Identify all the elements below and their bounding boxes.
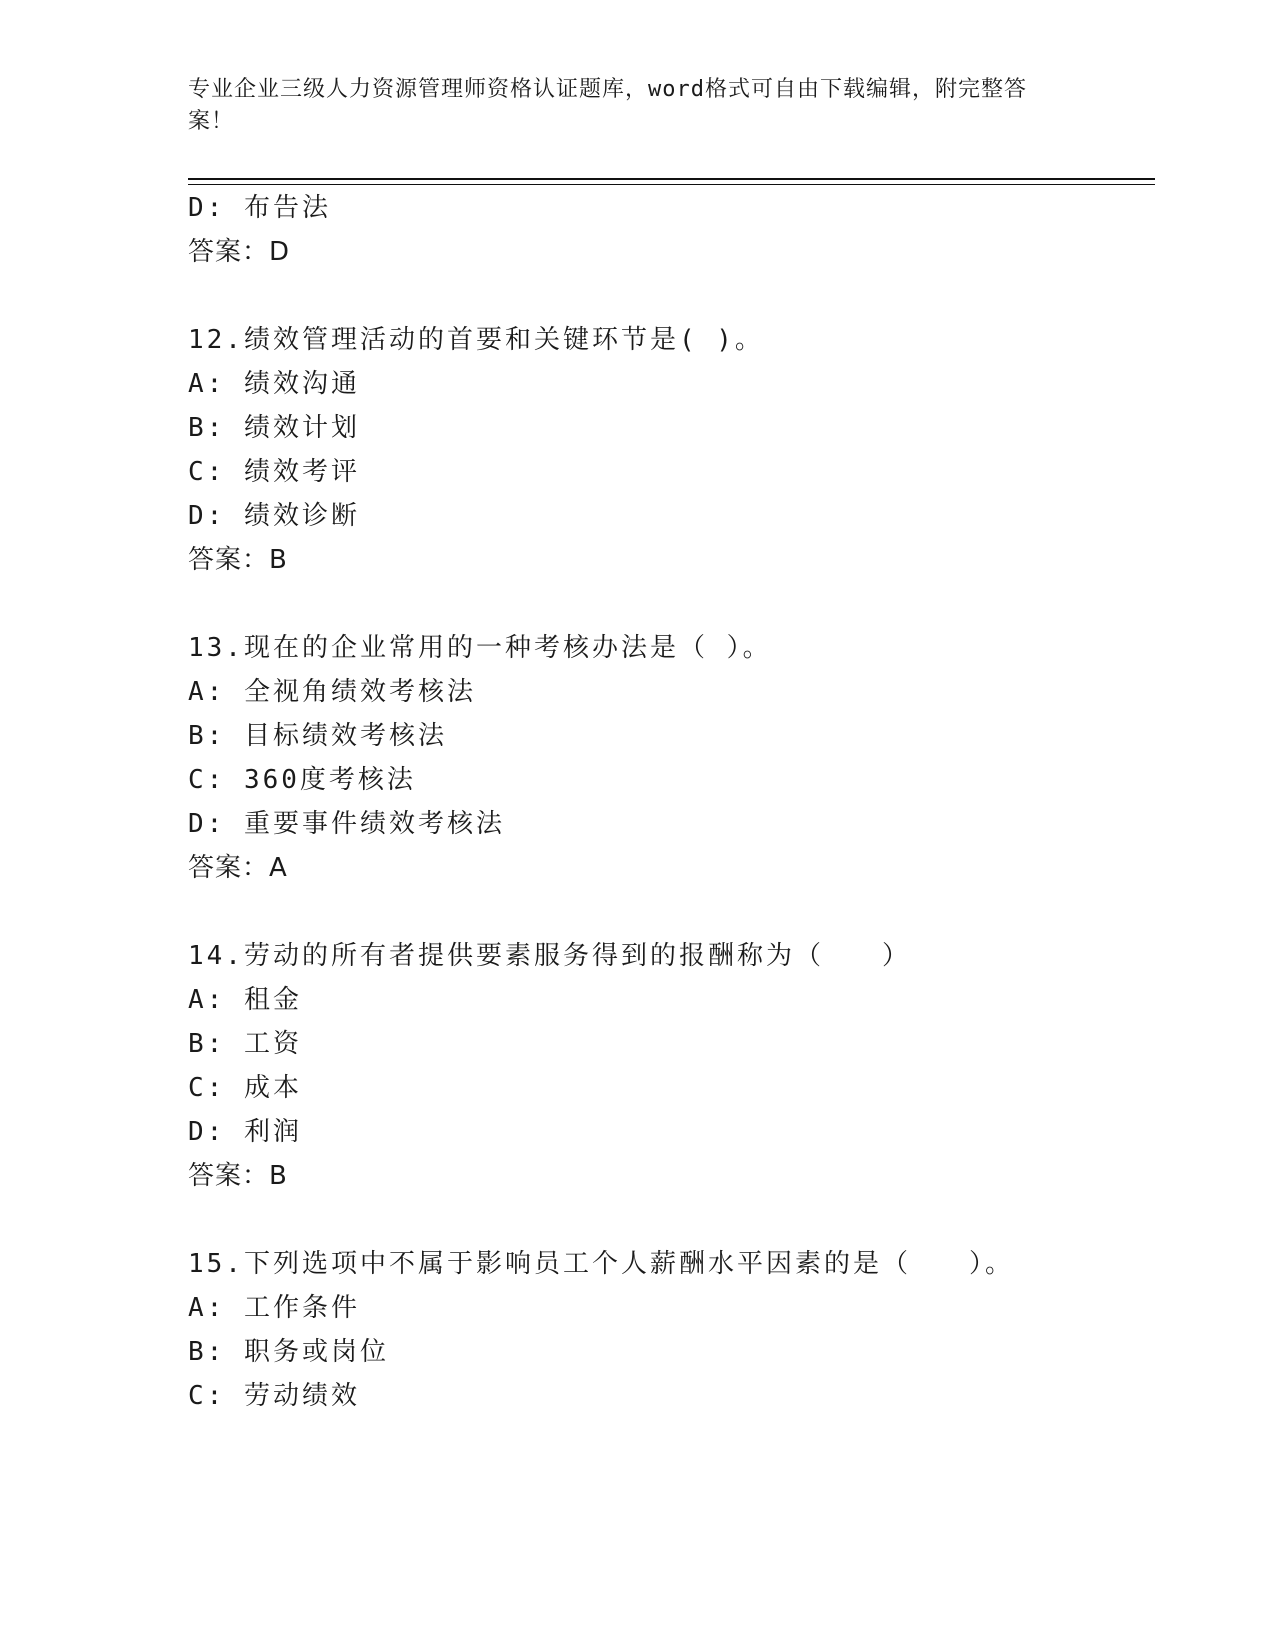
option-c: C: 绩效考评 bbox=[188, 457, 360, 487]
option-c: C: 成本 bbox=[188, 1073, 302, 1103]
option-b: B: 工资 bbox=[188, 1029, 302, 1059]
header-rule-thin bbox=[188, 184, 1155, 185]
question-12: 12.绩效管理活动的首要和关键环节是( )。 bbox=[188, 325, 764, 355]
answer-line: 答案：A bbox=[188, 853, 288, 883]
option-a: A: 工作条件 bbox=[188, 1293, 360, 1323]
option-c: C: 劳动绩效 bbox=[188, 1381, 360, 1411]
option-a: A: 绩效沟通 bbox=[188, 369, 360, 399]
answer-line: 答案：D bbox=[188, 237, 291, 267]
option-b: B: 绩效计划 bbox=[188, 413, 360, 443]
question-14: 14.劳动的所有者提供要素服务得到的报酬称为（ ） bbox=[188, 941, 911, 971]
option-b: B: 职务或岗位 bbox=[188, 1337, 389, 1367]
question-15: 15.下列选项中不属于影响员工个人薪酬水平因素的是（ ）。 bbox=[188, 1249, 1014, 1279]
option-d: D: 利润 bbox=[188, 1117, 302, 1147]
option-d: D: 绩效诊断 bbox=[188, 501, 360, 531]
page-header: 专业企业三级人力资源管理师资格认证题库，word格式可自由下载编辑，附完整答案！ bbox=[188, 77, 1027, 134]
option-c: C: 360度考核法 bbox=[188, 765, 416, 795]
question-13: 13.现在的企业常用的一种考核办法是（ ）。 bbox=[188, 633, 772, 663]
option-a: A: 租金 bbox=[188, 985, 302, 1015]
header-rule-thick bbox=[188, 178, 1155, 180]
answer-line: 答案：B bbox=[188, 545, 288, 575]
option-b: B: 目标绩效考核法 bbox=[188, 721, 447, 751]
option-d: D: 布告法 bbox=[188, 193, 331, 223]
option-a: A: 全视角绩效考核法 bbox=[188, 677, 476, 707]
option-d: D: 重要事件绩效考核法 bbox=[188, 809, 505, 839]
answer-line: 答案：B bbox=[188, 1161, 288, 1191]
